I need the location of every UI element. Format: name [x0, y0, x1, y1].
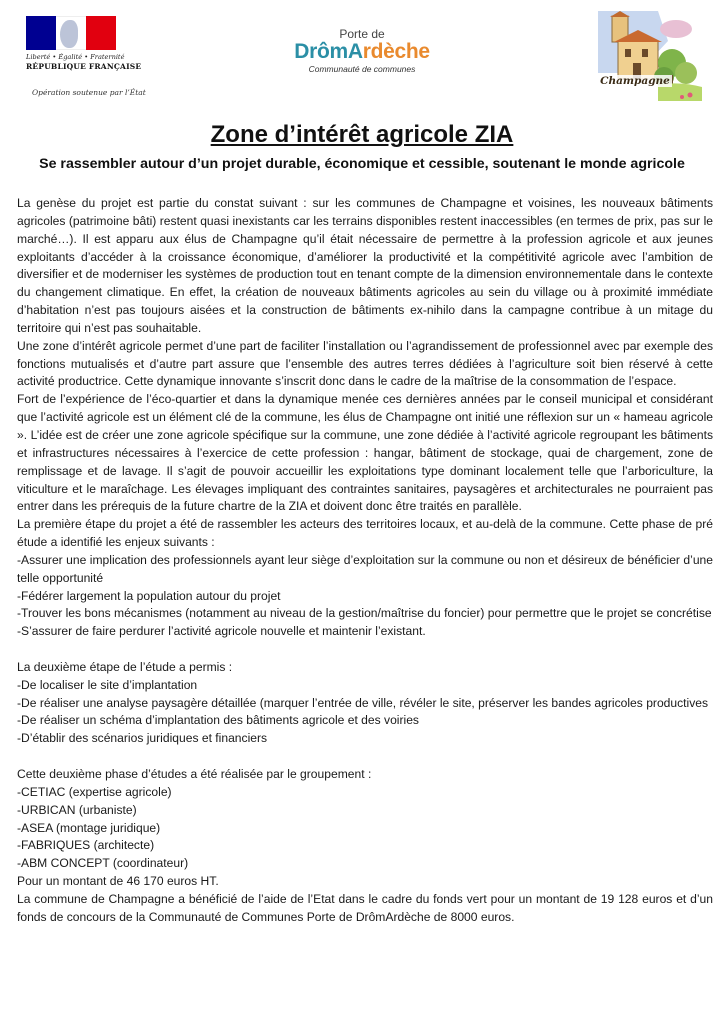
group-intro: Cette deuxième phase d’études a été réalisée par le groupement : [17, 767, 372, 781]
page-title: Zone d’intérêt agricole ZIA [210, 121, 514, 148]
group-item: -CETIAC (expertise agricole) [17, 784, 172, 799]
issue-item: -S’assurer de faire perdurer l’activité agricole nouvelle et maintenir l’existant. [17, 624, 426, 639]
issue-item: -Assurer une implication des professionnels ayant leur siège d’exploitation sur la commune ou non et désireux de bénéficier d’une telle opportunité [17, 552, 713, 585]
group-item: -ABM CONCEPT (coordinateur) [17, 856, 189, 871]
ccpda-name [282, 41, 442, 63]
paragraph-genesis: La genèse du projet est partie du constat suivant : sur les communes de Champagne et voisines, les nouveaux bâtiments agricoles (patrimoine bâti) restent quasi inexistants car les terrains disponibles restent inaccessibles (en termes de prix, pas sur le marché…). Il est apparu aux élus de Champagne qu’il était nécessaire de permettre à la profession agricole et aux jeunes exploitants d’accéder à la croissance économique, d’améliorer la productivité et la compétitivité agricole avec l’ambition de diversifier et de moderniser les systèmes de production tout en tenant compte de la dimension environnementale dans le contexte du changement climatique. En effet, la création de nouveaux bâtiments agricoles au sein du village ou à proximité immédiate d’habitation n’est pas toujours aisées et la construction de bâtiments ex-nihilo dans la campagne contribue à un mitage du territoire qui n’est pas souhaitable. [17, 196, 713, 335]
paragraph-hameau-agricole: Fort de l’expérience de l’éco-quartier et dans la dynamique menée ces dernières années par le conseil municipal et considérant que l’activité agricole est un élément clé de la commune, les élus de Champagne ont initié une réflexion sur un « hameau agricole ». L’idée est de créer une zone agricole spécifique sur la commune, une zone dédiée à l’activité agricole regroupant les bâtiments et infrastructures nécessaires à l’exercice de cette profession : hangar, bâtiment de stockage, quai de chargement, zone de remplissage et de lavage. Il s’agit de pouvoir accueillir les exploitations type dominant localement telle que l’arboriculture, la viticulture et le maraîchage. Les élevages impliquant des contraintes sanitaires, paysagères et architecturales ne pourraient pas entrer dans les prérequis de la future chartre de la ZIA et doivent donc être traités en parallèle. [17, 392, 713, 514]
paragraph-zia-definition: Une zone d’intérêt agricole permet d’une part de faciliter l’installation ou l’agrandissement de professionnel avec par exemple des fonctions mutualisés et d’autre part assure que l’ensemble des autres terres dédiées à l’agriculture soit bien réservé à cette activité productrice. Cette dynamique innovante s’inscrit donc dans le cadre de la maîtrise de la consommation de l’espace. [17, 338, 713, 389]
step2-item: -De réaliser une analyse paysagère détaillée (marquer l’entrée de ville, révéler le site, préserver les bandes agricoles productives [17, 695, 709, 710]
ccpda-subtitle: Communauté de communes [308, 64, 416, 74]
amount-line: Pour un montant de 46 170 euros HT. [17, 874, 219, 889]
step2-intro: La deuxième étape de l’étude a permis : [17, 659, 233, 674]
republique-francaise-logo [26, 16, 142, 71]
rf-motto: Liberté • Égalité • Fraternité [26, 53, 125, 61]
ccpda-name-b: rdèche [362, 40, 430, 63]
group-item: -URBICAN (urbaniste) [17, 802, 137, 817]
issue-item: -Fédérer largement la population autour du projet [17, 588, 281, 603]
paragraph-first-step: La première étape du projet a été de rassembler les acteurs des territoires locaux, et au-delà de la commune. Cette phase de pré étude a identifié les enjeux suivants : [17, 517, 713, 550]
spacer [17, 641, 713, 659]
state-support-note: Opération soutenue par l’État [32, 88, 146, 97]
header [0, 0, 724, 110]
rf-name: RÉPUBLIQUE FRANÇAISE [26, 62, 142, 71]
ccpda-top: Porte de [339, 27, 385, 41]
step2-item: -D’établir des scénarios juridiques et financiers [17, 731, 268, 746]
spacer [17, 748, 713, 766]
champagne-village-logo [598, 11, 702, 101]
step2-item: -De réaliser un schéma d’implantation des bâtiments agricole et des voiries [17, 713, 419, 728]
champagne-label: Champagne [598, 75, 672, 87]
group-item: -FABRIQUES (architecte) [17, 838, 155, 853]
body-content [17, 195, 713, 927]
group-item: -ASEA (montage juridique) [17, 820, 161, 835]
issue-item: -Trouver les bons mécanismes (notamment au niveau de la gestion/maîtrise du foncier) pour permettre que le projet se concrétise [17, 606, 712, 621]
porte-de-dromardeche-logo [282, 28, 442, 75]
village-illustration-icon [598, 11, 702, 101]
marianne-flag-icon [26, 16, 116, 50]
ccpda-name-a: DrômA [294, 40, 363, 63]
page-subtitle: Se rassembler autour d’un projet durable, économique et cessible, soutenant le monde agricole [39, 156, 685, 172]
funding-paragraph: La commune de Champagne a bénéficié de l’aide de l’Etat dans le cadre du fonds vert pour un montant de 19 128 euros et d’un fonds de concours de la Communauté de Communes Porte de DrômArdèche de 8000 euros. [17, 891, 713, 924]
step2-item: -De localiser le site d’implantation [17, 677, 198, 692]
